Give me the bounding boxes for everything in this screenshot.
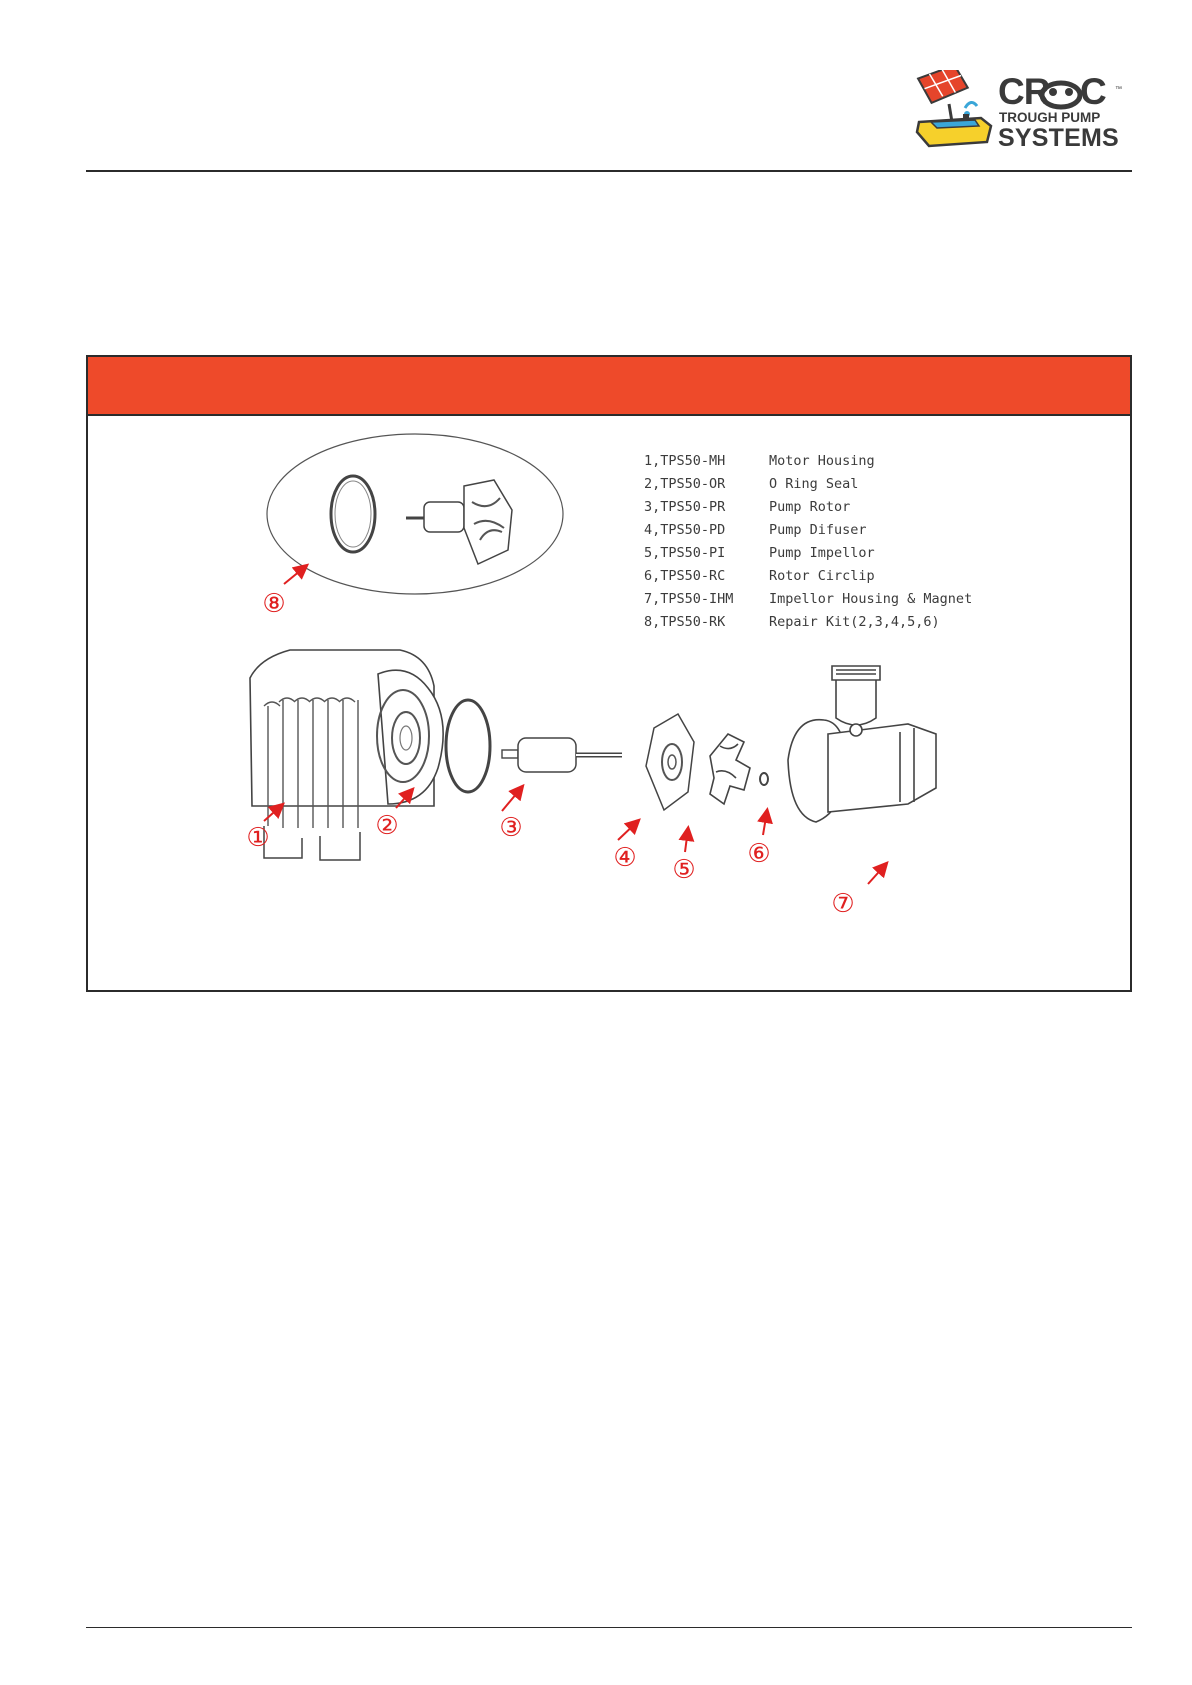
footer-divider [86, 1627, 1132, 1628]
part-description: Pump Difuser [769, 522, 867, 538]
callout-3: ③ [499, 813, 523, 843]
part-description: Motor Housing [769, 453, 875, 469]
callout-7: ⑦ [831, 889, 855, 919]
pump-impellor [710, 734, 750, 804]
brand-systems: SYSTEMS [998, 124, 1119, 152]
part-description: Pump Impellor [769, 545, 875, 561]
pump-rotor [502, 738, 622, 772]
callout-8: ⑧ [262, 589, 286, 619]
part-description: Pump Rotor [769, 499, 851, 515]
part-code: 2,TPS50-OR [644, 476, 726, 492]
part-code: 5,TPS50-PI [644, 545, 726, 561]
part-description: Repair Kit(2,3,4,5,6) [769, 614, 940, 630]
callout-6: ⑥ [747, 839, 771, 869]
part-code: 8,TPS50-RK [644, 614, 726, 630]
panel-header-bar [88, 357, 1130, 416]
brand-logo [905, 70, 1125, 150]
croc-eyes-icon [1040, 78, 1082, 110]
pump-exploded-diagram [88, 416, 1130, 988]
header-divider [86, 170, 1132, 172]
pump-diffuser [646, 714, 694, 810]
callout-5: ⑤ [672, 855, 696, 885]
brand-name-c: C [1080, 71, 1107, 112]
part-code: 7,TPS50-IHM [644, 591, 734, 607]
part-description: Impellor Housing & Magnet [769, 591, 973, 607]
part-description: O Ring Seal [769, 476, 859, 492]
part-code: 1,TPS50-MH [644, 453, 726, 469]
repair-kit-group [267, 434, 563, 594]
motor-housing [250, 650, 443, 860]
part-code: 4,TPS50-PD [644, 522, 726, 538]
rotor-circlip [760, 773, 768, 785]
part-description: Rotor Circlip [769, 568, 875, 584]
callout-1: ① [246, 823, 270, 853]
callout-2: ② [375, 811, 399, 841]
o-ring-seal [446, 700, 490, 792]
solar-trough-icon [905, 70, 997, 150]
brand-name-cr: CR [998, 71, 1050, 112]
part-code: 6,TPS50-RC [644, 568, 726, 584]
part-code: 3,TPS50-PR [644, 499, 726, 515]
impellor-housing [788, 666, 936, 822]
exploded-diagram-panel [86, 355, 1132, 992]
callout-4: ④ [613, 843, 637, 873]
trademark: ™ [1115, 86, 1122, 93]
brand-tagline: TROUGH PUMP [999, 110, 1101, 125]
